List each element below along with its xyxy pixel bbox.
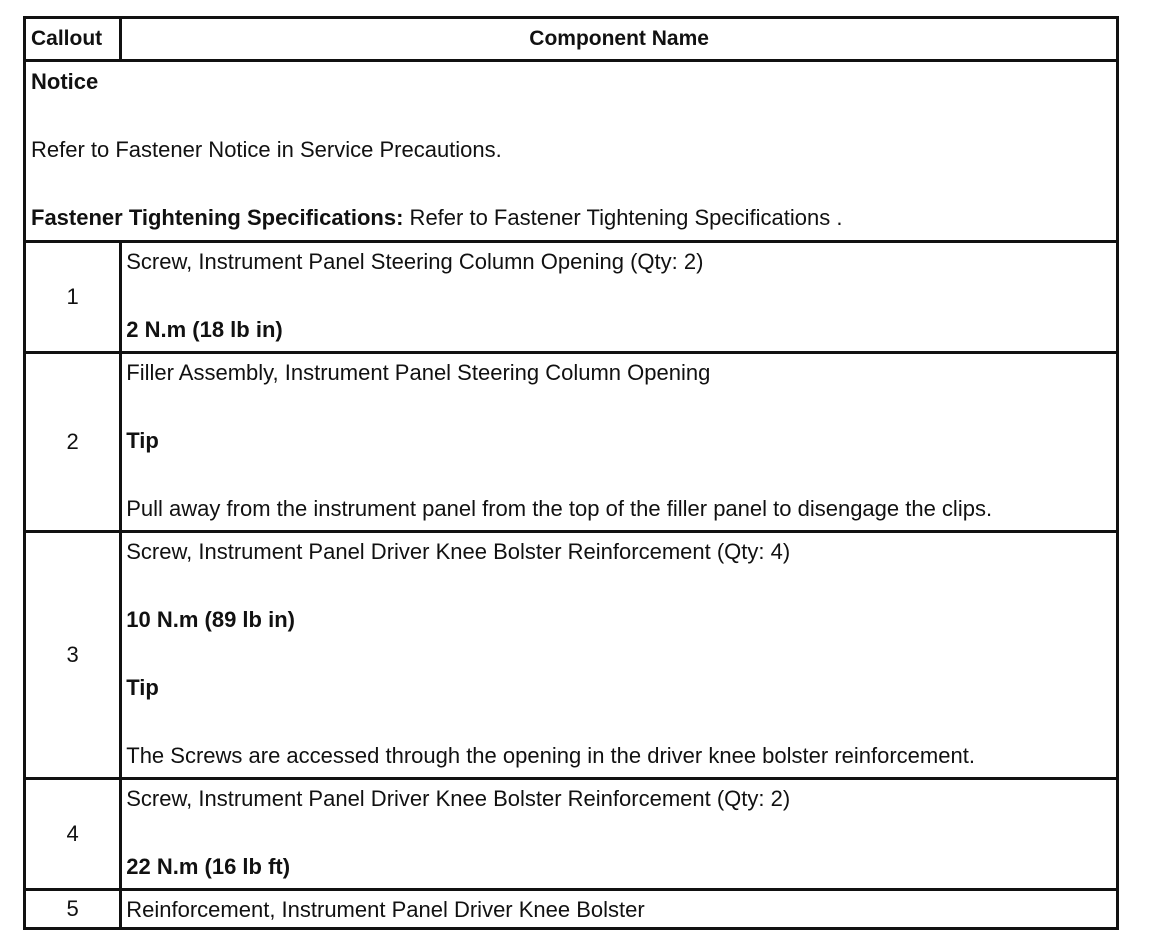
callout-column-header: Callout [25, 18, 121, 61]
callout-number: 4 [25, 779, 121, 890]
notice-text: Refer to Fastener Notice in Service Precautions. [31, 137, 502, 162]
table-row [25, 532, 1118, 779]
table-row [25, 890, 1118, 929]
component-name: Filler Assembly, Instrument Panel Steering Column Opening [126, 360, 711, 385]
table-row [25, 242, 1118, 353]
component-name: Screw, Instrument Panel Driver Knee Bolster Reinforcement (Qty: 4) [126, 539, 791, 564]
tip-text: Pull away from the instrument panel from the top of the filler panel to disengage the clips. [126, 496, 993, 521]
fastener-spec-label: Fastener Tightening Specifications: [31, 205, 404, 230]
tip-text: The Screws are accessed through the opening in the driver knee bolster reinforcement. [126, 743, 975, 768]
tip-label: Tip [126, 675, 159, 700]
component-cell [121, 242, 1118, 353]
component-cell [121, 890, 1118, 929]
component-cell [121, 532, 1118, 779]
callout-number: 1 [25, 242, 121, 353]
component-name-column-header: Component Name [121, 18, 1118, 61]
notice-title: Notice [31, 69, 99, 94]
tip-label: Tip [126, 428, 159, 453]
component-name: Reinforcement, Instrument Panel Driver Knee Bolster [126, 897, 645, 922]
torque-spec: 10 N.m (89 lb in) [126, 607, 295, 632]
fastener-spec-text: Refer to Fastener Tightening Specifications . [403, 205, 843, 230]
fastener-spec-line [31, 201, 1110, 235]
component-cell [121, 353, 1118, 532]
callout-number: 5 [25, 890, 121, 929]
torque-spec: 2 N.m (18 lb in) [126, 317, 283, 342]
callout-number: 3 [25, 532, 121, 779]
table-header-row [25, 18, 1118, 61]
table-row [25, 779, 1118, 890]
table-row [25, 353, 1118, 532]
torque-spec: 22 N.m (16 lb ft) [126, 854, 291, 879]
callout-number: 2 [25, 353, 121, 532]
component-cell [121, 779, 1118, 890]
component-table [23, 16, 1119, 930]
component-name: Screw, Instrument Panel Steering Column Opening (Qty: 2) [126, 249, 704, 274]
notice-row [25, 61, 1118, 242]
component-name: Screw, Instrument Panel Driver Knee Bolster Reinforcement (Qty: 2) [126, 786, 791, 811]
notice-cell [25, 61, 1118, 242]
